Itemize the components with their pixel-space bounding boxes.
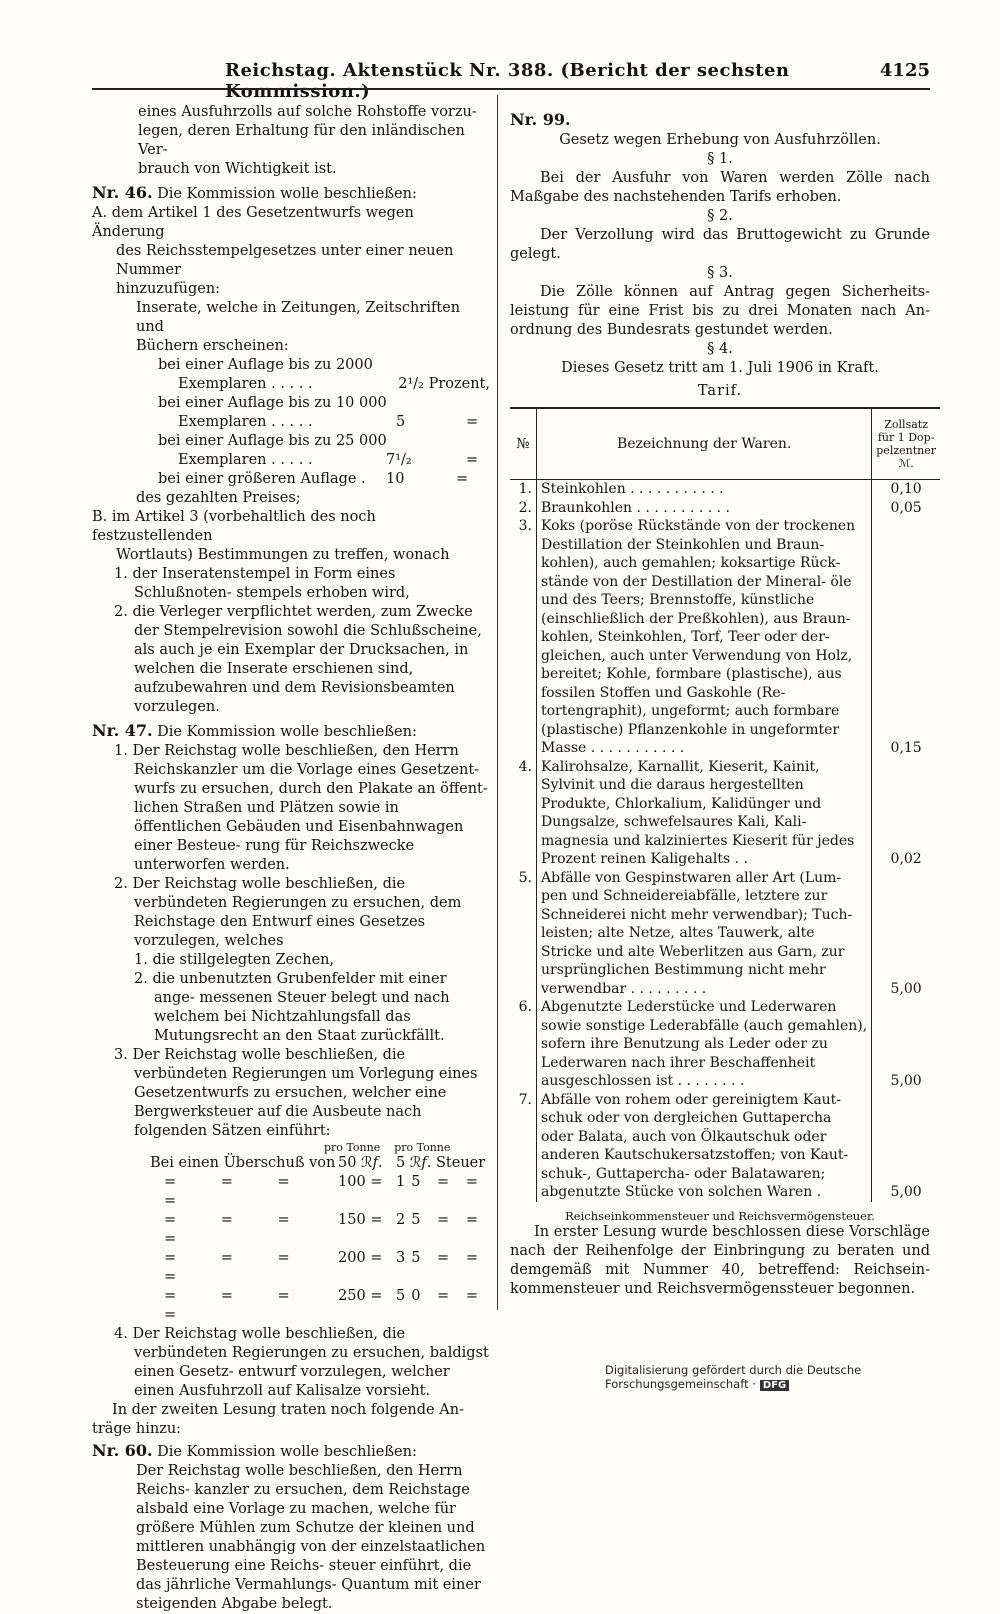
b-line: Wortlauts) Bestimmungen zu treffen, wonach	[116, 547, 450, 563]
ditto-mark: =	[466, 414, 479, 430]
col-header-number: №	[510, 408, 537, 480]
nr99-label: Nr. 99.	[510, 110, 571, 129]
nr47-item: 1. Der Reichstag wolle beschließen, den Herrn Reichskanzler um die Vorlage eines Gesetzent- wurfs zu ersuchen, durch den Plakate an öffent- lichen Straßen und Plätzen sowie in öffentlichen Gebäuden und Eisenbahnwagen einer Besteue- rung für Reichszwecke unterworfen werden.	[114, 743, 488, 873]
ueberschuss-row: = = = = 100 = 15 = =	[164, 1174, 484, 1209]
digitization-credit	[605, 1363, 1000, 1391]
exemplare-1: Exemplaren . . . . .	[178, 376, 313, 392]
pro-tonne-label: pro Tonne	[324, 1141, 381, 1154]
tarif-row	[510, 517, 940, 758]
tarif-header-row	[510, 408, 940, 480]
intro-line: brauch von Wichtigkeit ist.	[138, 161, 337, 177]
nr47-text: Die Kommission wolle beschließen:	[157, 724, 417, 740]
tarif-rate: 0,05	[872, 499, 940, 518]
tarif-rate: 0,02	[872, 758, 940, 869]
sub-item: 2. die unbenutzten Grubenfelder mit einer ange- messenen Steuer belegt und nach welchem bei Nichtzahlungsfall das Mutungsrecht an den Staat zurückfällt.	[134, 971, 450, 1044]
rate-1: 2¹/₂ Prozent,	[398, 376, 490, 392]
rate-3: 7¹/₂	[386, 452, 412, 468]
preises-line: des gezahlten Preises;	[136, 490, 301, 506]
a-line: hinzuzufügen:	[116, 281, 221, 297]
nr47-item-4: 4. Der Reichstag wolle beschließen, die verbündeten Regierungen zu ersuchen, baldigst einen Gesetz- entwurf vorzulegen, welcher einen Ausfuhrzoll auf Kalisalze vorsieht.	[114, 1326, 489, 1399]
tarif-desc: Braunkohlen . . . . . . . . . . .	[537, 499, 872, 518]
ditto-mark: =	[456, 471, 469, 487]
sub-item: 1. die stillgelegten Zechen,	[134, 952, 335, 968]
pro-tonne-label: pro Tonne	[394, 1141, 451, 1154]
inserate-line: Inserate, welche in Zeitungen, Zeitschriften und	[136, 300, 461, 335]
gesetz-title: Gesetz wegen Erhebung von Ausfuhrzöllen.	[559, 132, 881, 148]
section-text: Die Zölle können auf Antrag gegen Sicherheits- leistung für eine Frist bis zu drei Monaten nach An- ordnung des Bundesrats gestundet werden.	[510, 284, 930, 338]
rate-2: 5	[396, 414, 406, 430]
ditto-mark: =	[466, 452, 479, 468]
b-item: 1. der Inseratenstempel in Form eines Schlußnoten- stempels erhoben wird,	[114, 566, 410, 601]
header-rule	[92, 88, 930, 90]
ueberschuss-row: Bei einen Überschuß von 50 ℛ𝑓. 5 ℛ𝑓. Steuer	[150, 1155, 486, 1171]
column-divider	[497, 95, 498, 1310]
tarif-rate: 0,15	[872, 517, 940, 758]
ueberschuss-table	[92, 1154, 490, 1325]
col-header-description: Bezeichnung der Waren.	[537, 408, 872, 480]
section-number: § 3.	[707, 265, 733, 281]
page-header	[225, 60, 930, 102]
header-title: Reichstag. Aktenstück Nr. 388. (Bericht der sechsten Kommission.)	[225, 60, 790, 102]
left-column	[92, 103, 490, 1614]
auflage-1: bei einer Auflage bis zu 2000	[158, 357, 373, 373]
tarif-row	[510, 758, 940, 869]
b-item: 2. die Verleger verpflichtet werden, zum Zwecke der Stempelrevision sowohl die Schlußscheine, als auch je ein Exemplar der Drucksachen, in welchen die Inserate erschienen sind, aufzubewahren und dem Revisionsbeamten vorzulegen.	[114, 604, 482, 715]
inserate-line: Büchern erscheinen:	[136, 338, 289, 354]
tarif-rate: 5,00	[872, 998, 940, 1091]
tarif-num: 1.	[518, 481, 532, 497]
dfg-logo: DFG	[760, 1380, 789, 1391]
tarif-num: 4.	[518, 758, 532, 775]
tarif-row	[510, 1091, 940, 1202]
credit-text: Digitalisierung gefördert durch die Deutsche Forschungsgemeinschaft ·	[605, 1363, 862, 1391]
tarif-num: 7.	[518, 1091, 532, 1108]
section-text: Bei der Ausfuhr von Waren werden Zölle nach Maßgabe des nachstehenden Tarifs erhoben.	[510, 170, 930, 205]
tarif-num: 5.	[518, 869, 532, 886]
intro-line: eines Ausfuhrzolls auf solche Rohstoffe vorzu-	[138, 104, 477, 120]
tarif-desc: Abfälle von rohem oder gereinigtem Kaut- schuk oder von dergleichen Guttapercha oder Balata, auch von Ölkautschuk oder anderen Kautschukersatzstoffen; von Kaut- schuk-, Guttapercha- oder Balatawaren; abgenutzte Stücke von solchen Waren .	[537, 1091, 872, 1202]
nr47-label: Nr. 47.	[92, 721, 153, 740]
section-text: Der Verzollung wird das Bruttogewicht zu Grunde gelegt.	[510, 227, 930, 262]
subheading: Reichseinkommensteuer und Reichsvermögensteuer.	[565, 1208, 875, 1223]
tarif-title: Tarif.	[697, 383, 743, 399]
b-line: B. im Artikel 3 (vorbehaltlich des noch festzustellenden	[92, 509, 376, 544]
a-line: A. dem Artikel 1 des Gesetzentwurfs wegen Änderung	[92, 205, 414, 240]
tarif-rate: 5,00	[872, 869, 940, 999]
tarif-rate: 0,10	[872, 480, 940, 499]
tarif-desc: Steinkohlen . . . . . . . . . . .	[537, 480, 872, 499]
tarif-num: 6.	[518, 999, 532, 1015]
tarif-desc: Kalirohsalze, Karnallit, Kieserit, Kainit, Sylvinit und die daraus hergestellten Produkte, Chlorkalium, Kalidünger und Dungsalze, schwefelsaures Kali, Kali- magnesia und kalziniertes Kieserit für jedes Prozent reinen Kaligehalts . .	[537, 758, 872, 869]
nr60-body: Der Reichstag wolle beschließen, den Herrn Reichs- kanzler zu ersuchen, dem Reichstage alsbald eine Vorlage zu machen, welche für größere Mühlen zum Schutze der kleinen und mittleren unabhängig von der einzelstaatlichen Besteuerung eine Reichs- steuer einführt, die das jährliche Vermahlungs- Quantum mit einer steigenden Abgabe belegt.	[136, 1463, 486, 1612]
tarif-row	[510, 499, 940, 518]
ueberschuss-row: = = = = 150 = 25 = =	[164, 1212, 484, 1247]
exemplare-2: Exemplaren . . . . .	[178, 414, 313, 430]
nr47-item-3: 3. Der Reichstag wolle beschließen, die verbündeten Regierungen um Vorlegung eines Gesetzentwurfs zu ersuchen, welcher eine Bergwerksteuer auf die Ausbeute nach folgenden Sätzen einführt:	[114, 1047, 478, 1139]
right-column	[510, 110, 936, 1299]
col-header-rate: Zollsatz für 1 Dop- pelzentner ℳ.	[872, 408, 940, 480]
ueberschuss-row: = = = = 250 = 50 = =	[164, 1288, 484, 1323]
tarif-row	[510, 480, 940, 499]
tarif-num: 3.	[518, 518, 532, 534]
zweite-lesung: In der zweiten Lesung traten noch folgende An- träge hinzu:	[92, 1402, 464, 1437]
ueberschuss-row: = = = = 200 = 35 = =	[164, 1250, 484, 1285]
closing-paragraph: In erster Lesung wurde beschlossen diese Vorschläge nach der Reihenfolge der Einbringung zu beraten und demgemäß mit Nummer 40, betreffend: Reichsein- kommensteuer und Reichsvermögenssteuer begonnen.	[510, 1223, 930, 1297]
auflage-4: bei einer größeren Auflage .	[158, 471, 366, 487]
section-text: Dieses Gesetz tritt am 1. Juli 1906 in Kraft.	[561, 360, 879, 376]
rate-4: 10	[386, 471, 405, 487]
a-line: des Reichsstempelgesetzes unter einer neuen Nummer	[116, 243, 454, 278]
tarif-num: 2.	[518, 499, 532, 516]
tarif-desc: Abgenutzte Lederstücke und Lederwaren sowie sonstige Lederabfälle (auch gemahlen), sofern ihre Benutzung als Leder oder zu Lederwaren nach ihrer Beschaffenheit ausgeschlossen ist . . . . . . . .	[537, 998, 872, 1091]
section-number: § 1.	[707, 151, 733, 167]
exemplare-3: Exemplaren . . . . .	[178, 452, 313, 468]
tarif-row	[510, 998, 940, 1091]
nr47-item: 2. Der Reichstag wolle beschließen, die verbündeten Regierungen zu ersuchen, dem Reichstage den Entwurf eines Gesetzes vorzulegen, welches	[114, 876, 462, 949]
nr60-text: Die Kommission wolle beschließen:	[157, 1444, 417, 1460]
intro-line: legen, deren Erhaltung für den inländischen Ver-	[138, 123, 465, 158]
section-number: § 4.	[707, 341, 733, 357]
nr60-label: Nr. 60.	[92, 1441, 153, 1460]
tarif-desc: Koks (poröse Rückstände von der trockenen Destillation der Steinkohlen und Braun- kohlen), auch gemahlen; koksartige Rück- stände von der Destillation der Mineral- öle und des Teers; Brennstoffe, künstliche (einschließlich der Preßkohlen), aus Braun- kohlen, Steinkohlen, Torf, Teer oder der- gleichen, auch unter Verwendung von Holz, bereitet; Kohle, formbare (plastische), aus fossilen Stoffen und Gaskohle (Re- tortengraphit), ungeformt; auch formbare (plastische) Pflanzenkohle in ungeformter Masse . . . . . . . . . . .	[537, 517, 872, 758]
auflage-2: bei einer Auflage bis zu 10 000	[158, 395, 387, 411]
tarif-row	[510, 869, 940, 999]
tarif-rate: 5,00	[872, 1091, 940, 1202]
nr46-label: Nr. 46.	[92, 183, 153, 202]
page-number: 4125	[879, 60, 930, 81]
nr46-text: Die Kommission wolle beschließen:	[157, 186, 417, 202]
section-number: § 2.	[707, 208, 733, 224]
tarif-table	[510, 407, 940, 1202]
auflage-3: bei einer Auflage bis zu 25 000	[158, 433, 387, 449]
tarif-desc: Abfälle von Gespinstwaren aller Art (Lum- pen und Schneidereiabfälle, letztere zur Schneiderei nicht mehr verwendbar); Tuch- leisten; alte Netze, altes Tauwerk, alte Stricke und alte Weberlitzen aus Garn, zur ursprünglichen Bestimmung nicht mehr verwendbar . . . . . . . . .	[537, 869, 872, 999]
